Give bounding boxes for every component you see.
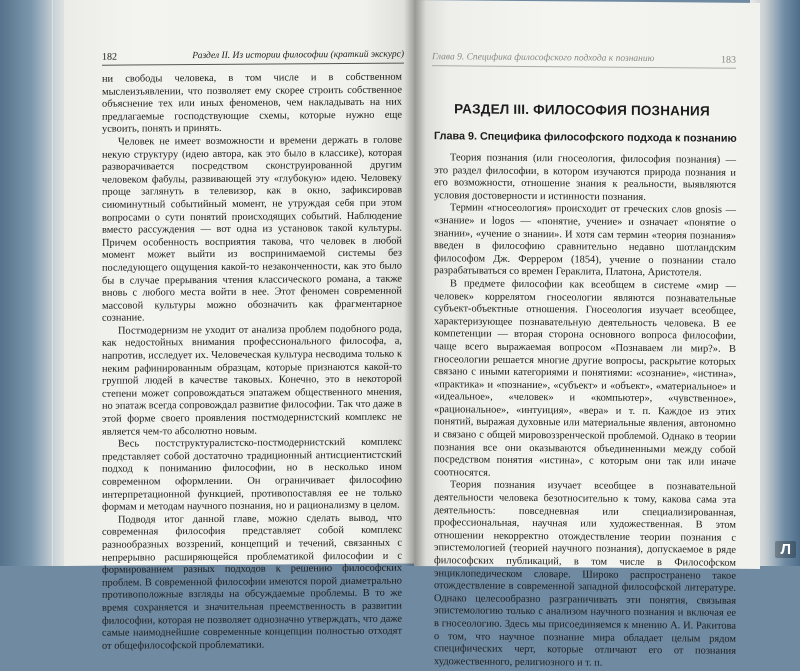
paragraph: Теория познания (или гносеология, философия познания) — это раздел философии, в котором изучаются природа познания и его возможности, отношение знания к реальности, выявляются условия достоверности и истинности познания. [434,152,736,203]
right-running-head-title: Глава 9. Специфика философского подхода к познанию [432,52,655,65]
left-running-head [102,50,404,66]
book-gutter-shadow [404,0,426,566]
paragraph: Подводя итог данной главе, можно сделать вывод, что современная философия представляет собой комплекс разнообразных воззрений, концепций и течений, связанных с непрерывно расширяющейся проблематикой философии и с формированием разных подходов к решению философских проблем. В современной философии имеются порой диаметрально противоположные взгляды на обсуждаемые проблемы. В то же время сохраняется и значительная преемственность в развитии философии, которая не позволяет однозначно утверждать, что даже самые наимоднейшие современные концепции полностью отходят от общефилософской проблематики. [102,512,402,652]
paragraph: Человек не имеет возможности и времени держать в голове некую структуру (идею автора, как это было в классике), которая разворачивается посредством сконструированной другим человеком фабулы, развивающей эту «глубокую» идею. Человеку проще заглянуть в телевизор, как в окно, зафиксировав сиюминутный событийный момент, не утруждая себя при этом вопросами о сути понятий происходящих событий. Наблюдение вместо рассуждения — вот одна из установок такой культуры. Причем особенность восприятия такова, что человек в любой момент может выйти из воспринимаемой системы без последующего ощущения какой-то незаконченности, как это было бы в случае прерывания чтения классического романа, а также вновь с любого места войти в нее. Этот феномен современной массовой культуры можно обозначить как фрагментарное сознание. [102,134,402,325]
paragraph: ни свободы человека, в том числе и в собственном мыслеизъявлении, что позволяет ему скорее строить собственное объяснение тех или иных феноменов, чем накладывать на них предлагаемые господствующие схемы, которые нужно еще усвоить, понять и принять. [102,71,402,136]
book-edge-left [0,0,70,566]
paragraph: Термин «гносеология» происходит от греческих слов gnosis — «знание» и logos — «понятие, учение» и означает «понятие о знании», «учение о знании». И хотя сам термин «теория познания» введен в философию сравнительно недавно шотландским философом Дж. Феррером (1854), учение о познании стало разрабатываться со времен Гераклита, Платона, Аристотеля. [434,202,736,279]
left-page [64,0,416,652]
left-body-text [102,72,402,653]
paragraph: Весь постструктуралистско-постмодернистский комплекс представляет собой достаточно традиционный антисциентистский подход к пониманию философии, но в несколько ином современном оформлении. Он ограничивает философию интерпретационной функцией, противопоставляя ее не только формам и методам научного познания, но и рационализму в целом. [102,436,402,513]
right-page-number: 183 [721,54,736,66]
right-body-text [434,152,736,671]
paragraph: В предмете философии как всеобщем в системе «мир — человек» коррелятом гносеологии являются познавательные субъект-объектные отношения. Гносеология изучает всеобщее, характеризующее познавательную деятельность человека. В ее компетенции — вторая сторона основного вопроса философии, чаще всего выражаемая вопросом «Познаваем ли мир?». В гносеологии решается многие другие вопросы, раскрытие которых связано с иными категориями и понятиями: «сознание», «истина», «практика» и «познание», «субъект» и «объект», «материальное» и «идеальное», «человек» и «компьютер», «чувственное», «рациональное», «интуиция», «вера» и т. п. Каждое из этих понятий, выражая духовные или материальные явления, автономно и связано с общей мировоззренческой проблемой. Однако в теории познания все они оказываются объединенными между собой посредством понятия «истина», с которым они так или иначе соотносятся. [434,278,736,479]
left-running-head-title: Раздел II. Из истории философии (краткий экскурс) [192,49,404,62]
right-page [414,0,760,669]
watermark-logo: Л [775,541,796,558]
left-page-number: 182 [102,51,117,63]
paragraph: Постмодернизм не уходит от анализа проблем подобного рода, как недостойных внимания профессионального философа, а, напротив, исследует их. Человеческая культура несводима только к неким рафинированным образцам, которые признаются какой-то группой людей в качестве таковых. Конечно, это в некоторой степени может сопровождаться эпатажем общественного мнения, но эпатаж всегда сопровождал развитие философии. Так что даже в этой форме своего проявления постмодернистский комплекс не является чем-то абсолютно новым. [102,323,402,438]
section-title: РАЗДЕЛ III. ФИЛОСОФИЯ ПОЗНАНИЯ [454,101,710,119]
chapter-title: Глава 9. Специфика философского подхода к познанию [434,130,737,145]
paragraph: Теория познания изучает всеобщее в познавательной деятельности человека безотносительно к тому, какова сама эта деятельность: повседневная или специализированная, профессиональная, научная или художественная. В этом отношении некорректно отождествление теории познания с эпистемологией (теорией научного познания), допускаемое в ряде философских публикаций, в том числе в Философском энциклопедическом словаре. Широко распространено такое отождествление в современной западной философской литературе. Однако целесообразно разграничивать эти понятия, связывая эпистемологию только с анализом научного познания и включая ее в гносеологию. Здесь мы присоединяемся к мнению А. И. Ракитова о том, что научное познание мира обладает целым рядом специфических черт, которые отличают его от познания художественного, религиозного и т. п. [434,479,736,669]
right-running-head [432,52,736,69]
page-stack-line [52,0,53,566]
